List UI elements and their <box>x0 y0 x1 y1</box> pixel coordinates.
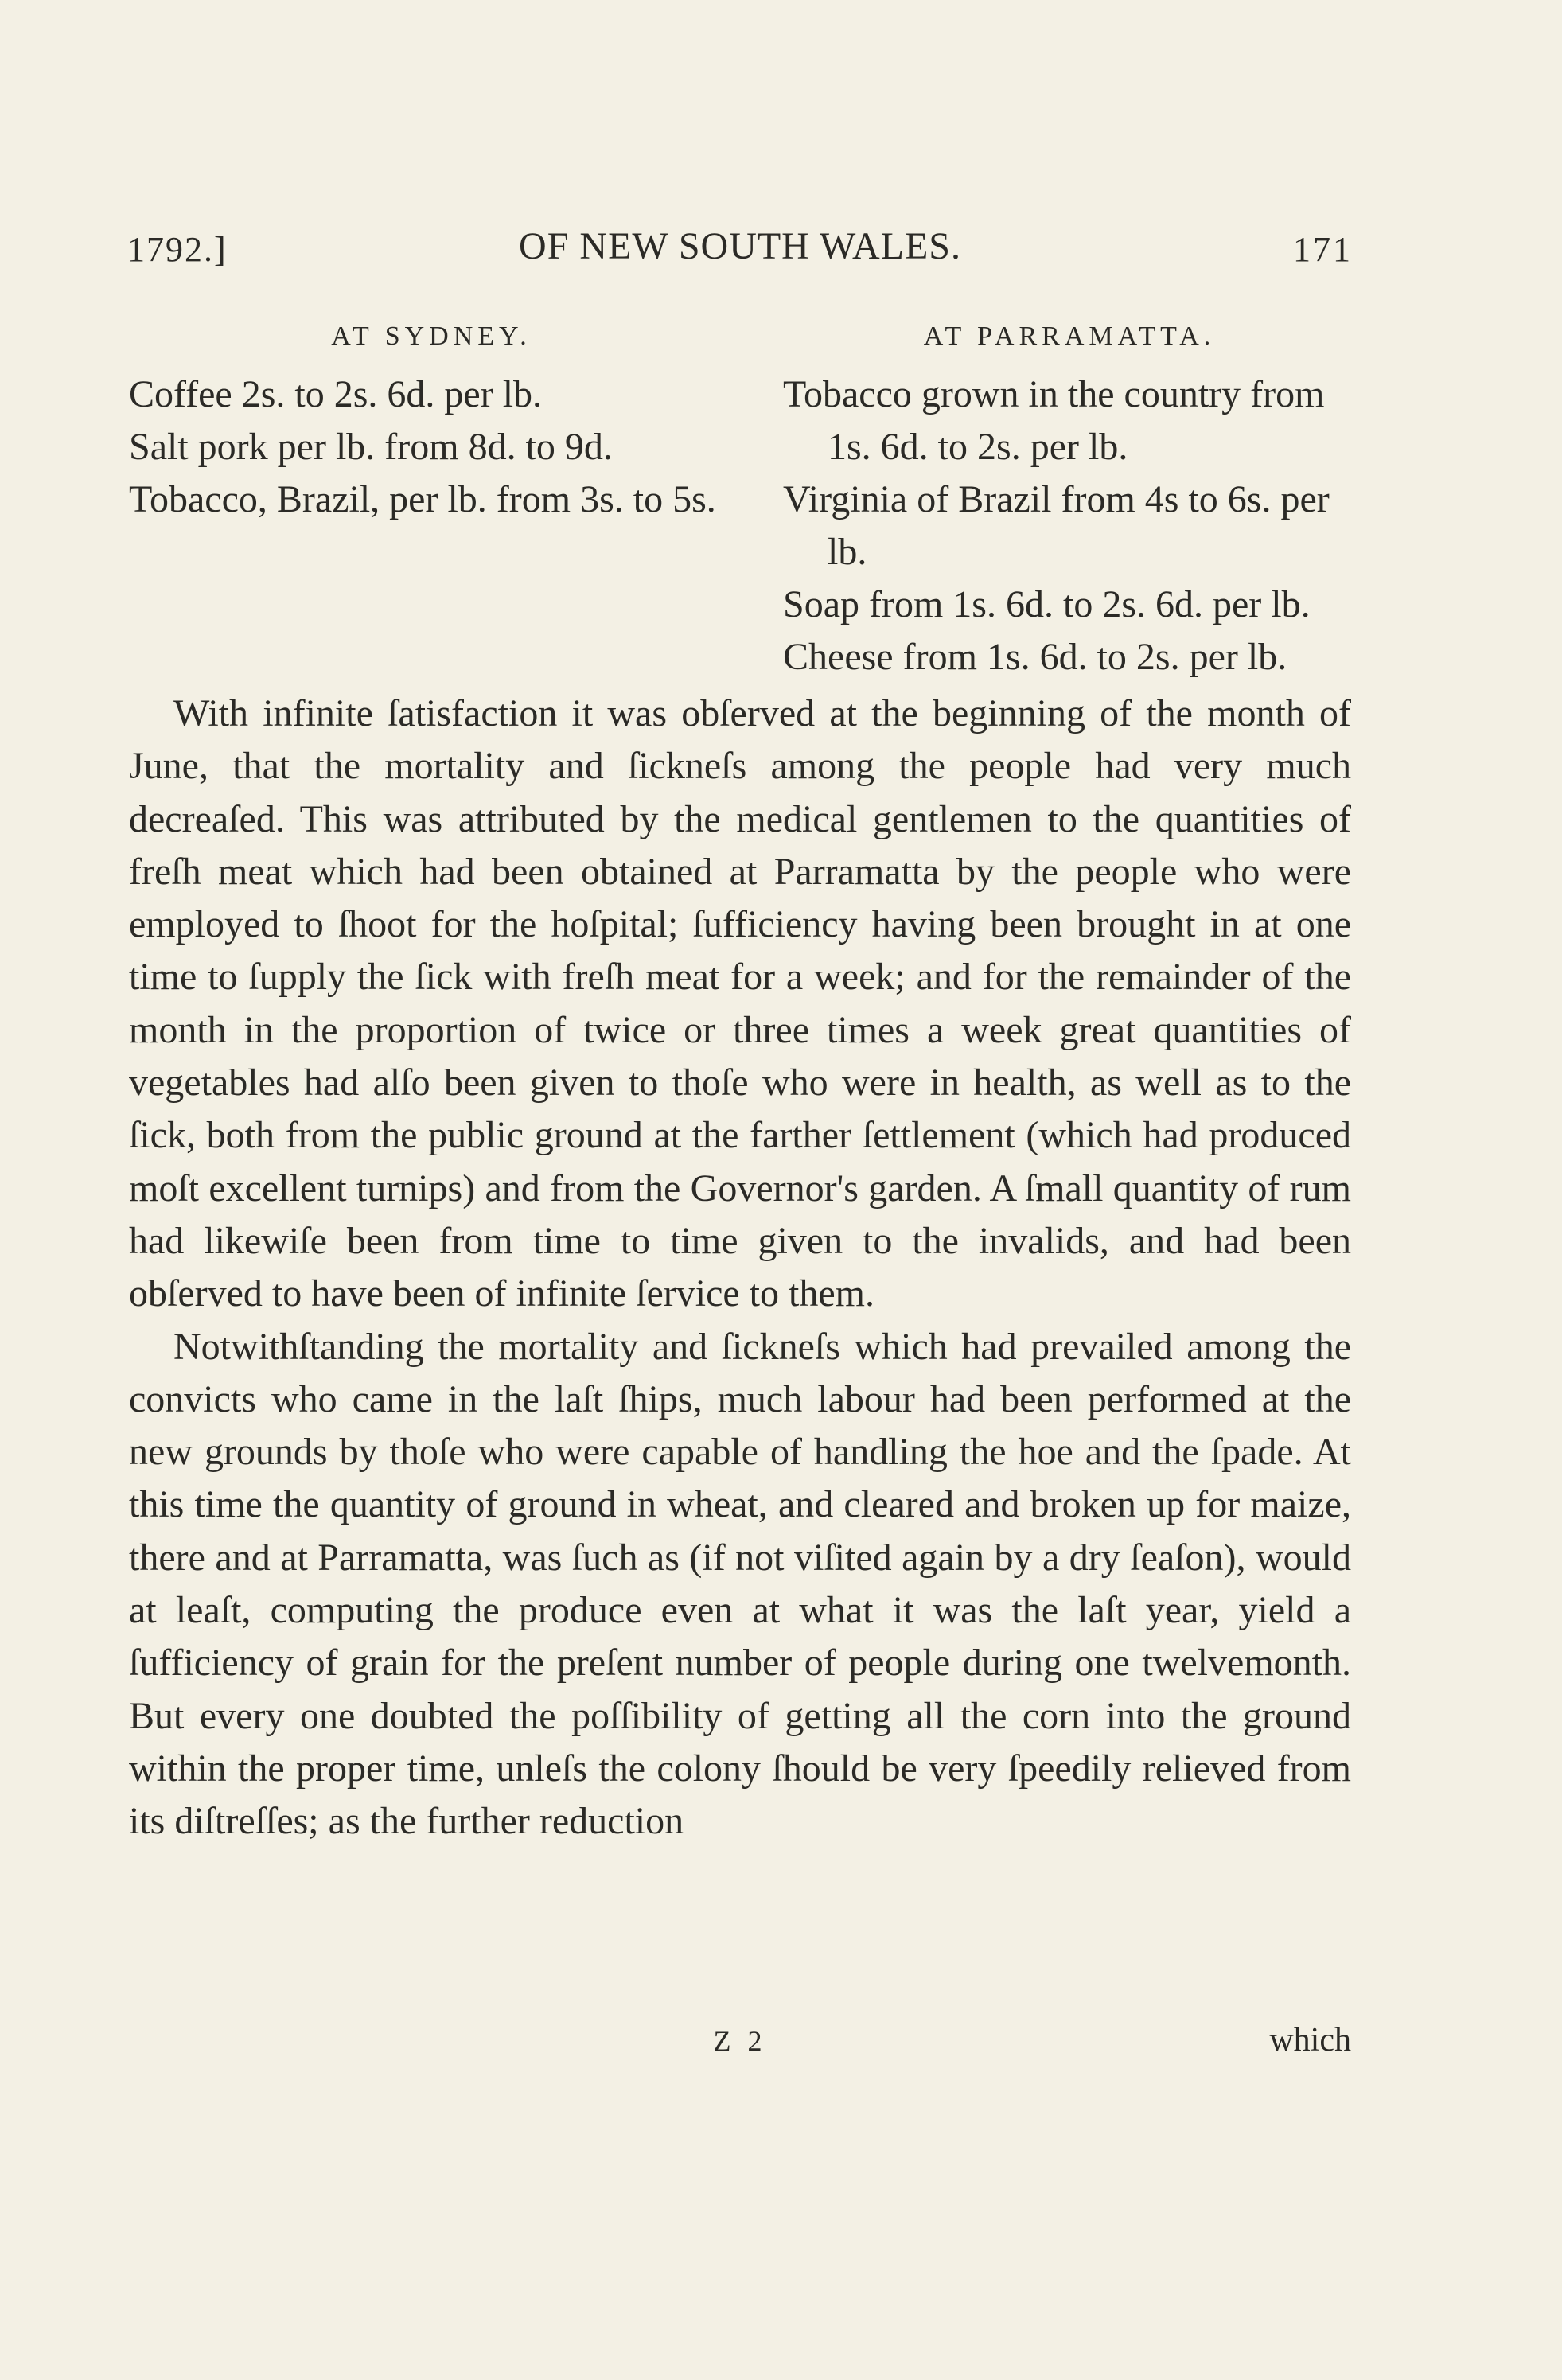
header-year: 1792.] <box>127 230 228 269</box>
page-footer <box>129 2021 1351 2069</box>
price-item: Cheese from 1s. 6d. to 2s. per lb. <box>783 636 1287 678</box>
body-text <box>129 688 1351 1848</box>
price-item: Tobacco, Brazil, per lb. from 3s. to 5s. <box>129 478 716 520</box>
paragraph: With infinite ſatisfaction it was obſerved at the beginning of the month of June, that the mortality and ſickneſs among the people had very much decreaſed. This was attributed by the medical gentlemen to the quantities of freſh meat which had been obtained at Parramatta by the people who were employed to ſhoot for the hoſpital; ſufficiency having been brought in at one time to ſupply the ſick with freſh meat for a week; and for the remainder of the month in the proportion of twice or three times a week great quantities of vegetables had alſo been given to thoſe who were in health, as well as to the ſick, both from the public ground at the farther ſettlement (which had produced moſt excellent turnips) and from the Governor's garden. A ſmall quantity of rum had likewiſe been from time to time given to the invalids, and had been obſerved to have been of infinite ſervice to them. <box>129 692 1351 1315</box>
price-item: Salt pork per lb. from 8d. to 9d. <box>129 426 613 468</box>
running-header <box>127 224 1353 280</box>
parramatta-price-list <box>783 314 1356 684</box>
sydney-heading: AT SYDNEY. <box>331 321 532 351</box>
header-title: OF NEW SOUTH WALES. <box>519 225 961 267</box>
parramatta-heading: AT PARRAMATTA. <box>923 321 1216 351</box>
price-item: Coffee 2s. to 2s. 6d. per lb. <box>129 373 543 415</box>
price-item: Tobacco grown in the country from 1s. 6d. to 2s. per lb. <box>783 373 1325 468</box>
price-item: Soap from 1s. 6d. to 2s. 6d. per lb. <box>783 583 1311 625</box>
sydney-price-list <box>129 314 734 526</box>
signature-mark: Z 2 <box>713 2025 767 2057</box>
catchword: which <box>1269 2022 1351 2059</box>
paragraph: Notwithſtanding the mortality and ſickneſs which had prevailed among the convicts who came in the laſt ſhips, much labour had been performed at the new grounds by thoſe who were capable of handling the hoe and the ſpade. At this time the quantity of ground in wheat, and cleared and broken up for maize, there and at Parramatta, was ſuch as (if not viſited again by a dry ſeaſon), would at leaſt, computing the produce even at what it was the laſt year, yield a ſufficiency of grain for the preſent number of people during one twelvemonth. But every one doubted the poſſibility of getting all the corn into the ground within the proper time, unleſs the colony ſhould be very ſpeedily relieved from its diſtreſſes; as the further reduction <box>129 1325 1351 1843</box>
page-number: 171 <box>1293 230 1353 269</box>
price-item: Virginia of Brazil from 4s to 6s. per lb. <box>783 478 1330 573</box>
